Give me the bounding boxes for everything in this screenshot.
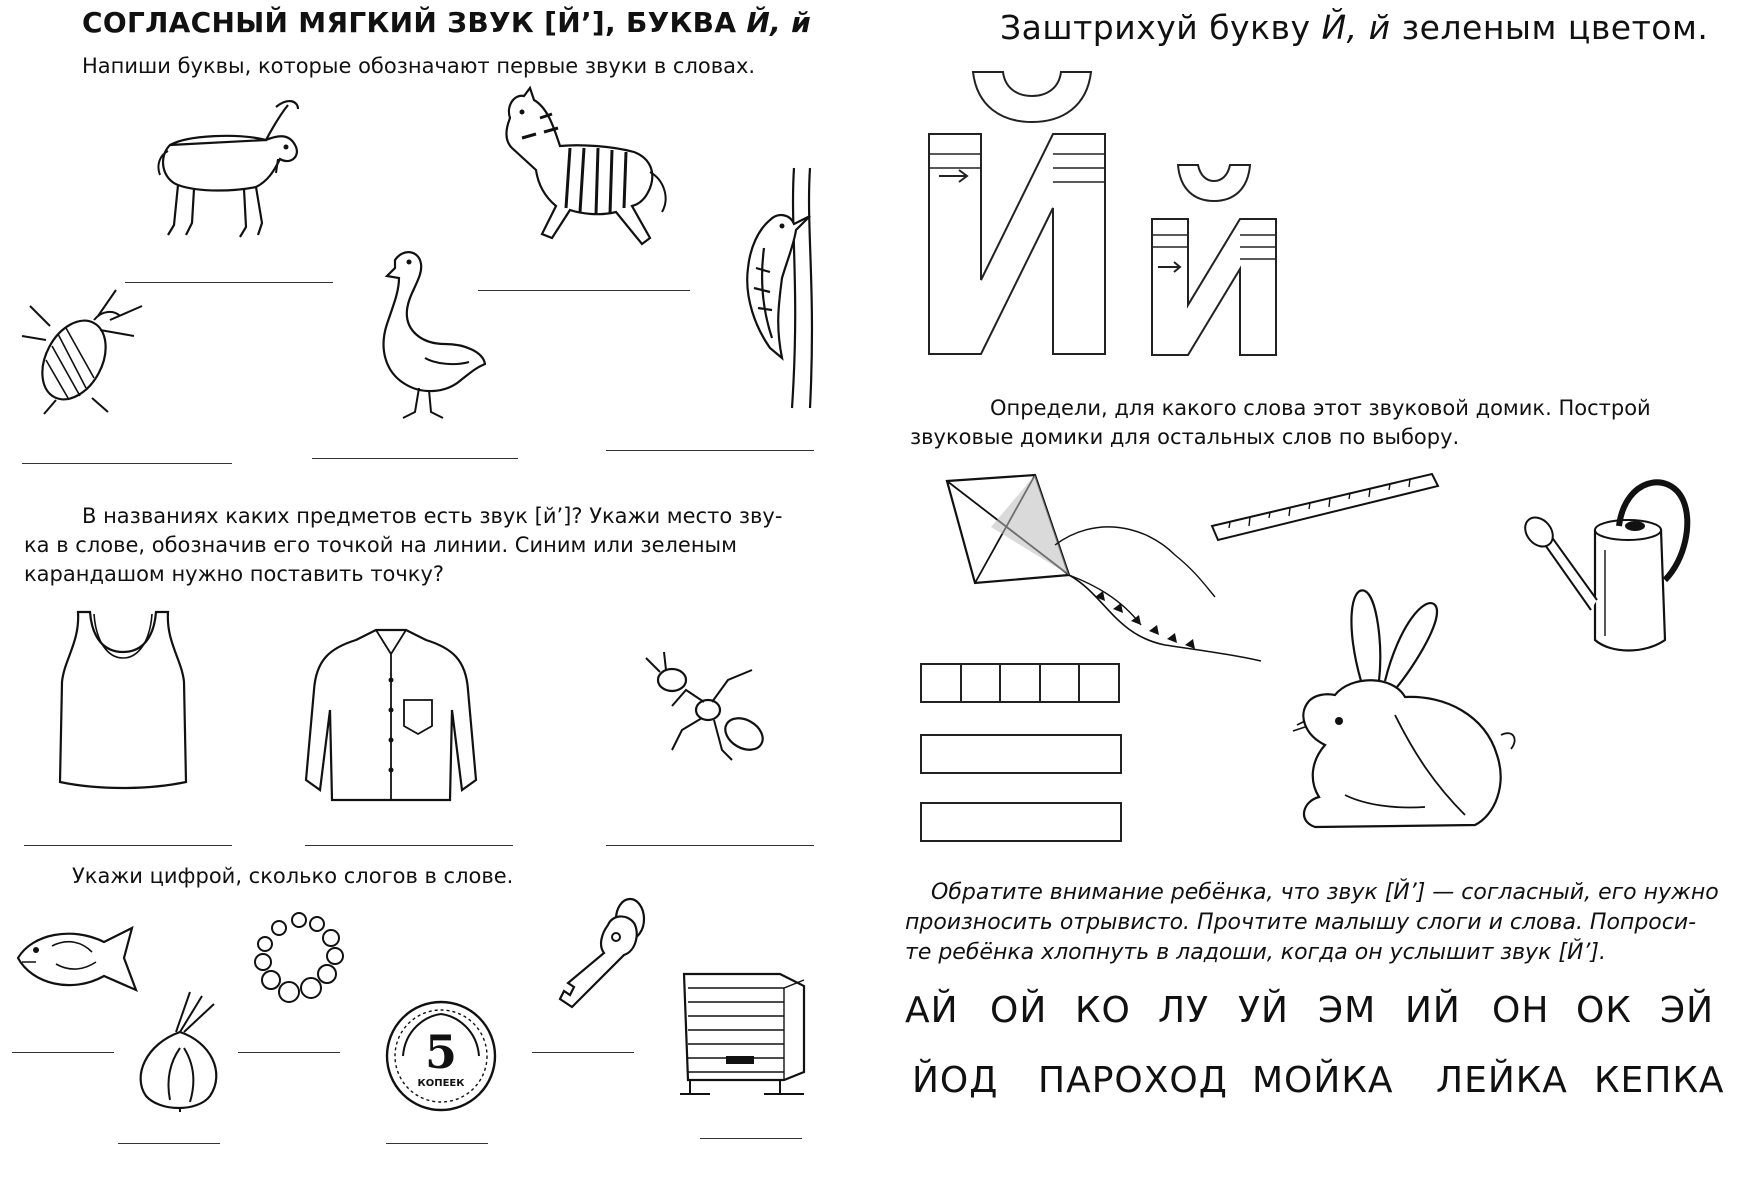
task-house-line2: звуковые домики для остальных слов по выбору. [910,425,1460,449]
title-right-letters: Й, й [1321,8,1391,47]
answer-line [606,450,814,451]
answer-line [312,458,518,459]
sound-cell[interactable] [1001,665,1041,701]
key-picture [552,895,652,1015]
ant-picture [642,650,782,760]
task2-line1: В названиях каких предметов есть звук [й’]? Укажи место зву- [82,504,783,528]
onion-picture [130,992,230,1112]
right-page-title [1000,8,1708,47]
task1-instruction: Напиши буквы, которые обозначают первые звуки в словах. [82,54,756,78]
syllable: АЙ [905,990,959,1031]
zebra-picture [500,88,680,258]
syllable: ЭМ [1318,990,1377,1031]
word: КЕПКА [1594,1060,1725,1101]
rabbit-picture [1275,585,1520,840]
answer-line [22,463,232,464]
woodpecker-picture [720,168,820,408]
title-right-rest: зеленым цветом. [1401,8,1709,47]
answer-line [12,1052,114,1053]
syllable: ЛУ [1158,990,1210,1031]
coin-picture [385,1000,497,1112]
tank-top-picture [58,612,188,792]
sound-house-3[interactable] [920,802,1122,842]
syllable: ОЙ [990,990,1048,1031]
watering-can-picture [1515,470,1695,660]
word: ЛЕЙКА [1436,1060,1568,1101]
note-line2: произносить отрывисто. Прочтите малышу слоги и слова. Попроси- [905,910,1697,935]
sound-house-2[interactable] [920,734,1122,774]
syllable: ИЙ [1405,990,1461,1031]
left-page-title [82,6,811,39]
answer-line [532,1052,634,1053]
goat-picture [148,95,308,250]
title-letters: Й, й [746,6,811,39]
syllable: ЭЙ [1660,990,1715,1031]
sound-house-1[interactable] [920,663,1120,703]
answer-line [305,845,513,846]
coin-digit: 5 [424,1025,458,1079]
answer-line [386,1143,488,1144]
sound-cell[interactable] [962,665,1002,701]
syllable: ОК [1576,990,1632,1031]
task-house-instruction [910,394,1720,452]
answer-line [478,290,690,291]
word: ЙОД [912,1060,999,1101]
answer-line [238,1052,340,1053]
sound-cell[interactable] [1080,665,1118,701]
task3-instruction: Укажи цифрой, сколько слогов в слове. [72,864,514,888]
sound-cell[interactable] [1041,665,1081,701]
task-house-line1: Определи, для какого слова этот звуковой домик. Построй [990,396,1651,420]
parent-note [905,878,1719,968]
word: ПАРОХОД [1038,1060,1228,1101]
note-line1: Обратите внимание ребёнка, что звук [Й’] — согласный, его нужно [931,880,1719,905]
fish-picture [12,918,152,1000]
ruler-picture [1210,470,1440,550]
answer-line [118,1143,220,1144]
task2-line3: карандашом нужно поставить точку? [24,562,445,586]
big-letter-Y-outline [925,72,1110,357]
shirt-picture [296,630,486,805]
beads-picture [255,912,345,1007]
title-right-main: Заштрихуй букву [1000,8,1311,47]
beetle-picture [22,280,147,415]
answer-line [24,845,232,846]
title-main: СОГЛАСНЫЙ МЯГКИЙ ЗВУК [Й’], БУКВА [82,6,737,39]
sound-cell[interactable] [922,665,962,701]
note-line3: те ребёнка хлопнуть в ладоши, когда он услышит звук [Й’]. [905,940,1606,965]
answer-line [125,282,333,283]
small-letter-y-outline [1148,165,1280,357]
syllable: КО [1075,990,1131,1031]
answer-line [606,845,814,846]
task2-instruction [24,502,814,589]
goose-picture [365,248,495,423]
beehive-picture [680,968,808,1098]
coin-word: КОПЕЕК [417,1078,465,1089]
answer-line [700,1138,802,1139]
task2-line2: ка в слове, обозначив его точкой на линии. Синим или зеленым [24,533,737,557]
syllable: УЙ [1238,990,1289,1031]
word: МОЙКА [1252,1060,1394,1101]
syllable: ОН [1492,990,1550,1031]
